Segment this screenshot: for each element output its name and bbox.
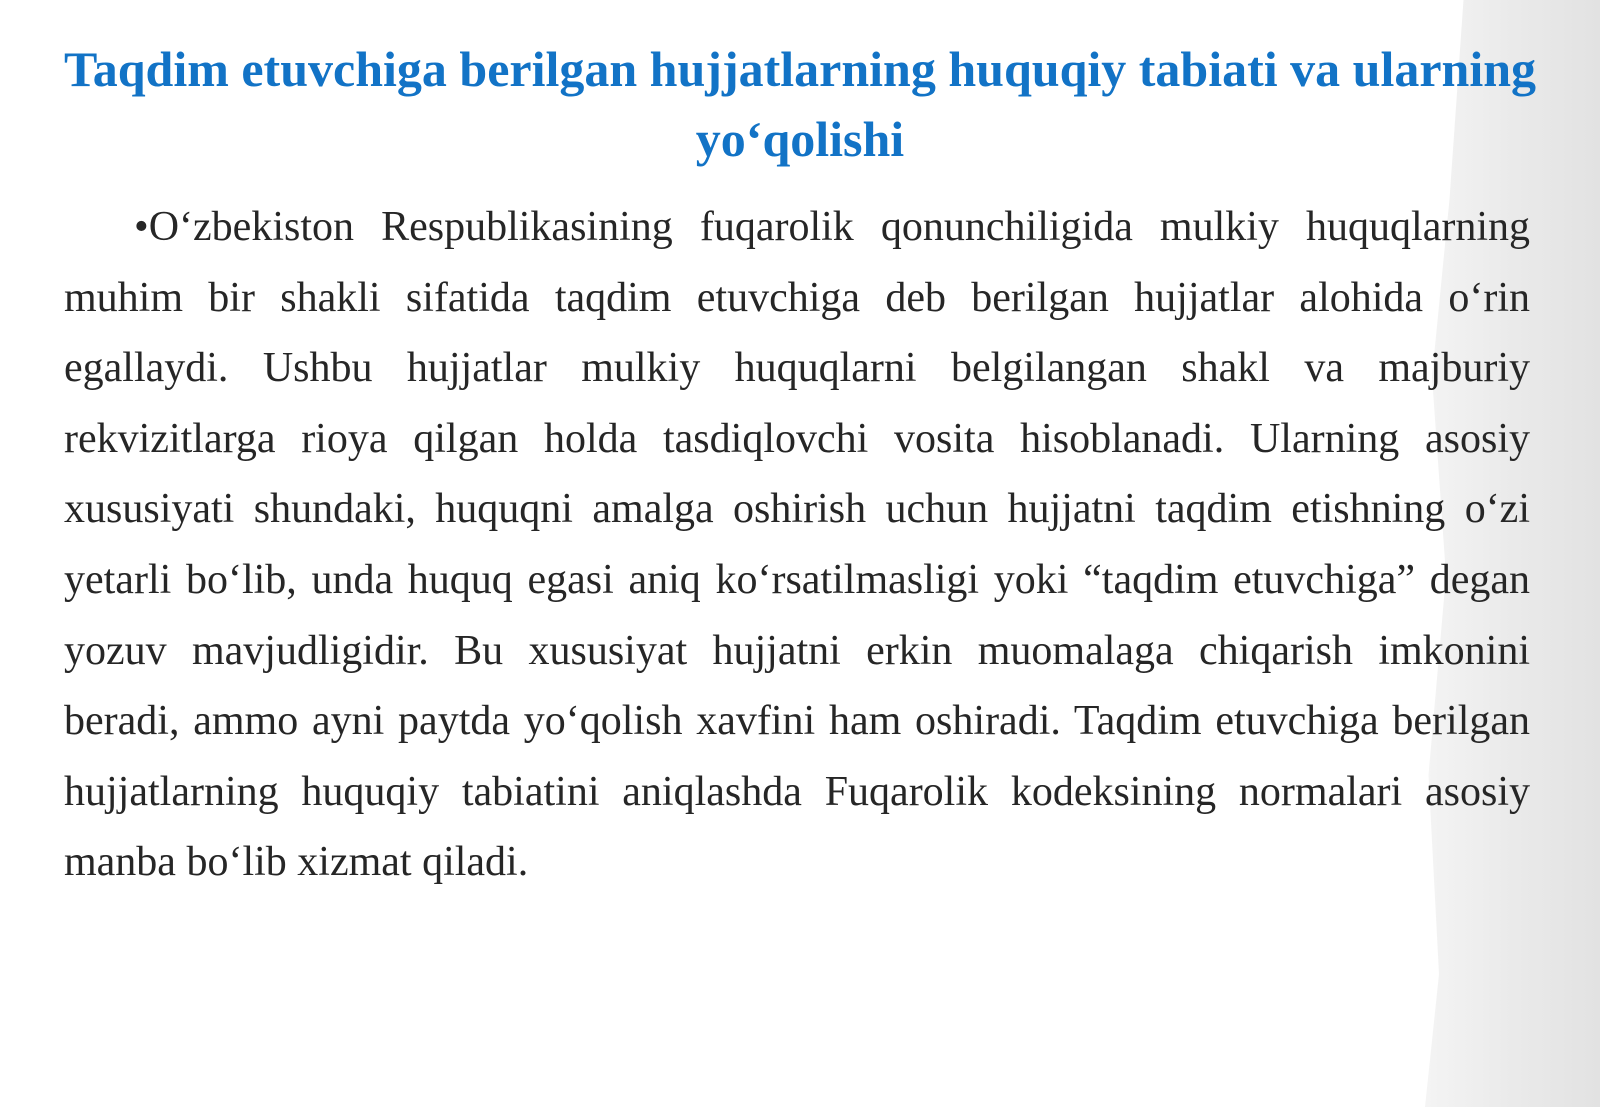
body-paragraph — [64, 192, 1530, 898]
bullet-marker: • — [134, 204, 149, 250]
body-text: O‘zbekiston Respublikasining fuqarolik qonunchiligida mulkiy huquqlarning muhim bir shakli sifatida taqdim etuvchiga deb berilgan hujjatlar alohida o‘rin egallaydi. Ushbu hujjatlar mulkiy huquqlarni belgilangan shakl va majburiy rekvizitlarga rioya qilgan holda tasdiqlovchi vosita hisoblanadi. Ularning asosiy xususiyati shundaki, huquqni amalga oshirish uchun hujjatni taqdim etishning o‘zi yetarli bo‘lib, unda huquq egasi aniq ko‘rsatilmasligi yoki “taqdim etuvchiga” degan yozuv mavjudligidir. Bu xususiyat hujjatni erkin muomalaga chiqarish imkonini beradi, ammo ayni paytda yo‘qolish xavfini ham oshiradi. Taqdim etuvchiga berilgan hujjatlarning huquqiy tabiatini aniqlashda Fuqarolik kodeksining normalari asosiy manba bo‘lib xizmat qiladi. — [64, 204, 1530, 886]
slide-title: Taqdim etuvchiga berilgan hujjatlarning huquqiy tabiati va ularning yo‘qolishi — [63, 41, 1537, 167]
